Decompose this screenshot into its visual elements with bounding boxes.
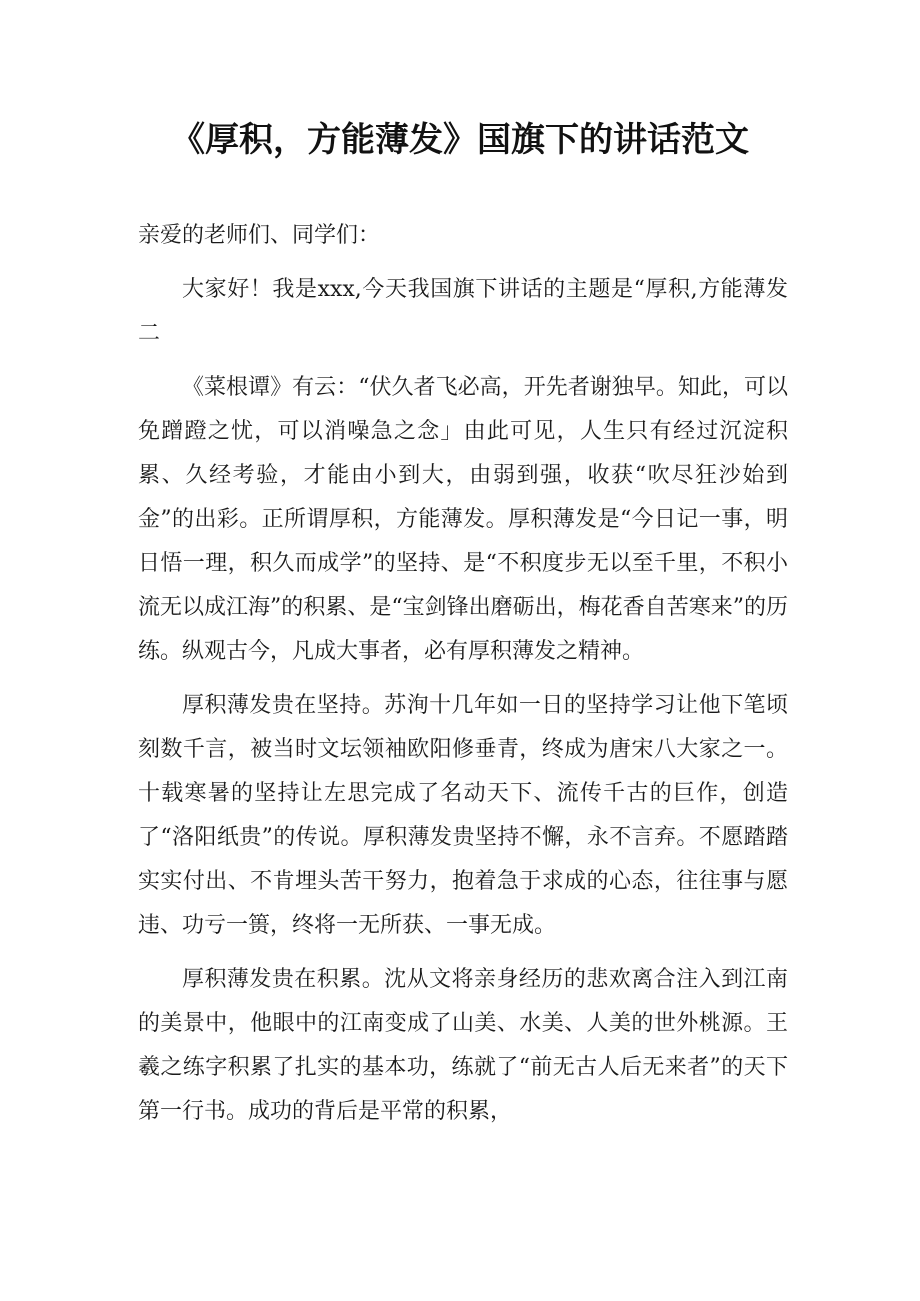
salutation: 亲爱的老师们、同学们： xyxy=(138,223,381,248)
paragraph-persistence: 厚积薄发贵在坚持。苏洵十几年如一日的坚持学习让他下笔顷刻数千言，被当时文坛领袖欧阳修垂青，终成为唐宋八大家之一。十载寒暑的坚持让左思完成了名动天下、流传千古的巨作，创造了“洛阳纸贵”的传说。厚积薄发贵坚持不懈，永不言弃。不愿踏踏实实付出、不肯埋头苦干努力，抱着急于求成的心态，往往事与愿违、功亏一篑，终将一无所获、一事无成。 xyxy=(138,693,788,938)
document-title: 《厚积，方能薄发》国旗下的讲话范文 xyxy=(171,120,749,160)
document-body xyxy=(138,214,788,1144)
paragraph-greeting: 大家好！我是xxx,今天我国旗下讲话的主题是“厚积,方能薄发二 xyxy=(138,277,788,346)
paragraph-accumulation: 厚积薄发贵在积累。沈从文将亲身经历的悲欢离合注入到江南的美景中，他眼中的江南变成了山美、水美、人美的世外桃源。王羲之练字积累了扎实的基本功，练就了“前无古人后无来者”的天下第一行书。成功的背后是平常的积累， xyxy=(138,967,788,1124)
paragraph-caigentan: 《菜根谭》有云：“伏久者飞必高，开先者谢独早。知此，可以免蹭蹬之忧，可以消噪急之念」由此可见，人生只有经过沉淀积累、久经考验，才能由小到大，由弱到强，收获“吹尽狂沙始到金”的出彩。正所谓厚积，方能薄发。厚积薄发是“今日记一事，明日悟一理，积久而成学”的坚持、是“不积度步无以至千里，不积小流无以成江海”的积累、是“宝剑锋出磨砺出，梅花香自苦寒来”的历练。纵观古今，凡成大事者，必有厚积薄发之精神。 xyxy=(138,375,788,664)
